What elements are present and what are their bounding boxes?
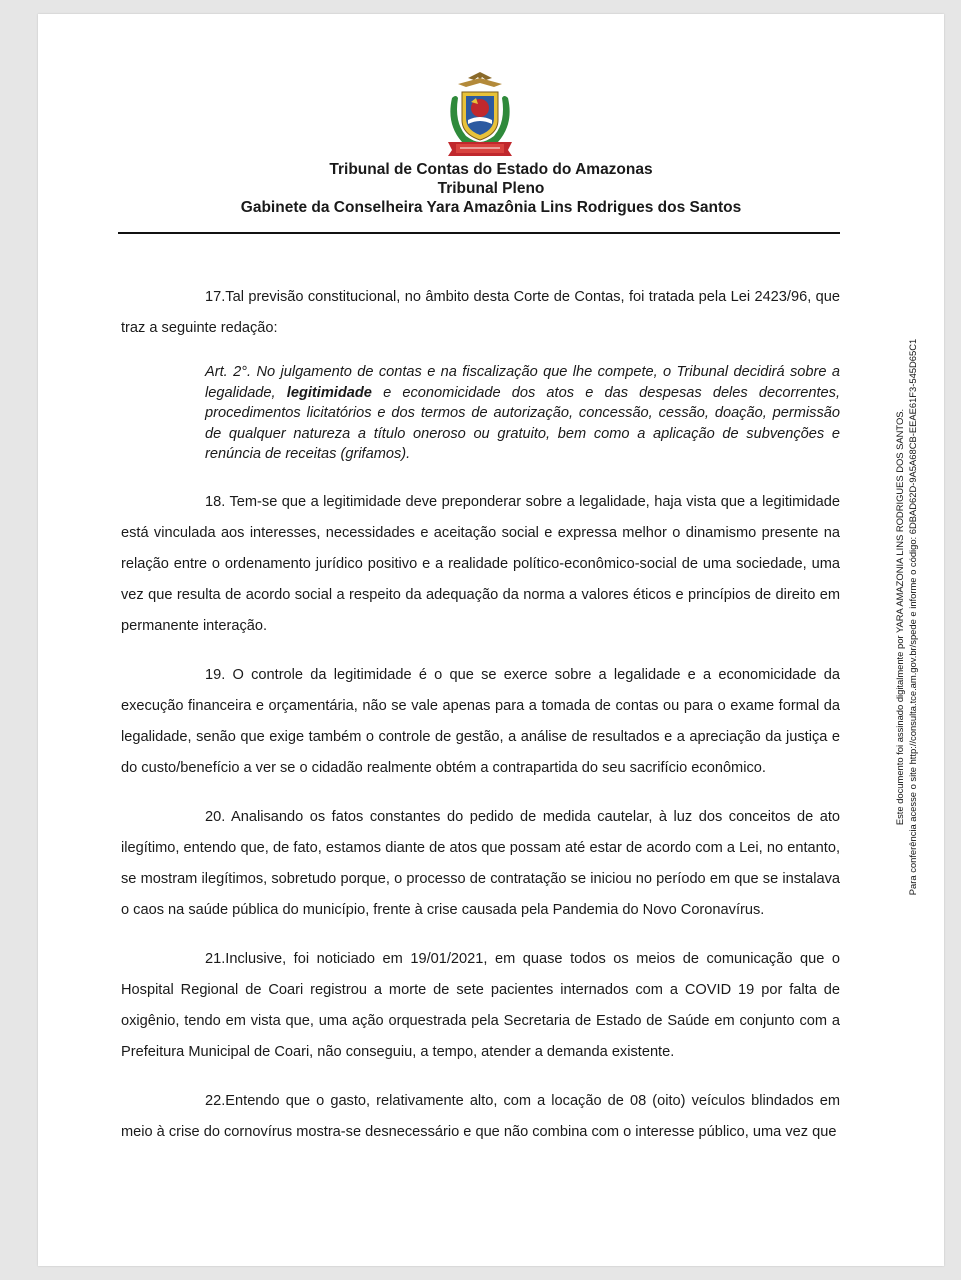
quote-text-c: e economicidade dos atos e das despesas deles decorrentes, procedimentos licitatórios e dos termos de autorização, concessão, cessão, doação, permissão de qualquer natureza a título oneroso ou gratuito, bem como a aplicação de subvenções e renúncia de receitas (grifamos). (205, 384, 841, 462)
signature-line-1: Este documento foi assinado digitalmente por YARA AMAZONIA LINS RODRIGUES DOS SANTOS. (894, 408, 905, 826)
law-quote (205, 362, 840, 465)
court-chamber: Tribunal Pleno (437, 180, 545, 197)
cabinet-name: Gabinete da Conselheira Yara Amazônia Lins Rodrigues dos Santos (240, 199, 742, 216)
quote-text-a: Art. 2°. No julgamento de contas e na fiscalização que lhe compete, o Tribunal decidirá sobre a legalidade, (205, 364, 840, 401)
document-body (121, 282, 840, 1148)
paragraph-20: 20. Analisando os fatos constantes do pedido de medida cautelar, à luz dos conceitos de ato ilegítimo, entendo que, de fato, estamos diante de atos que possam até estar de acordo com a Lei, no entanto, se mostram ilegítimos, sobretudo porque, o processo de contratação se iniciou no período em que se instalava o caos na saúde pública do município, frente à crise causada pela Pandemia do Novo Coronavírus. (121, 808, 840, 918)
paragraph-17: 17.Tal previsão constitucional, no âmbito desta Corte de Contas, foi tratada pela Lei 2423/96, que traz a seguinte redação: (121, 289, 840, 336)
paragraph-19: 19. O controle da legitimidade é o que se exerce sobre a legalidade e a economicidade da execução financeira e orçamentária, não se vale apenas para a tomada de contas ou para o exame formal da legalidade, senão que exige também o controle de gestão, a análise de resultados e a apreciação da justiça e do custo/benefício a ver se o cidadão realmente obtém a contrapartida do seu sacrifício econômico. (121, 666, 840, 776)
document-page (38, 14, 944, 1266)
digital-signature-note (891, 302, 921, 932)
paragraph-22: 22.Entendo que o gasto, relativamente alto, com a locação de 08 (oito) veículos blindados em meio à crise do cornovírus mostra-se desnecessário e que não combina com o interesse público, uma vez que (121, 1092, 840, 1140)
header-divider (118, 232, 840, 234)
court-name: Tribunal de Contas do Estado do Amazonas (329, 161, 653, 178)
coat-of-arms-icon (438, 68, 522, 160)
paragraph-18: 18. Tem-se que a legitimidade deve preponderar sobre a legalidade, haja vista que a legitimidade está vinculada aos interesses, necessidades e aceitação social e expressa melhor o dinamismo presente na relação entre o ordenamento jurídico positivo e a realidade político-econômico-social de uma sociedade, uma vez que resulta de acordo social a respeito da adequação da norma a valores éticos e princípios de direito em permanente interação. (121, 493, 840, 634)
signature-line-2: Para conferência acesse o site http://consulta.tce.am.gov.br/spede e informe o código: 6DBAD62D-9A5A68CB-EEAE61F3-545D65C1 (907, 338, 918, 896)
paragraph-21: 21.Inclusive, foi noticiado em 19/01/2021, em quase todos os meios de comunicação que o Hospital Regional de Coari registrou a morte de sete pacientes internados com a COVID 19 por falta de oxigênio, tendo em vista que, uma ação orquestrada pela Secretaria de Estado de Saúde em conjunto com a Prefeitura Municipal de Coari, não conseguiu, a tempo, atender a demanda existente. (121, 950, 840, 1060)
document-header (38, 160, 944, 217)
quote-emphasis: legitimidade (286, 384, 372, 401)
